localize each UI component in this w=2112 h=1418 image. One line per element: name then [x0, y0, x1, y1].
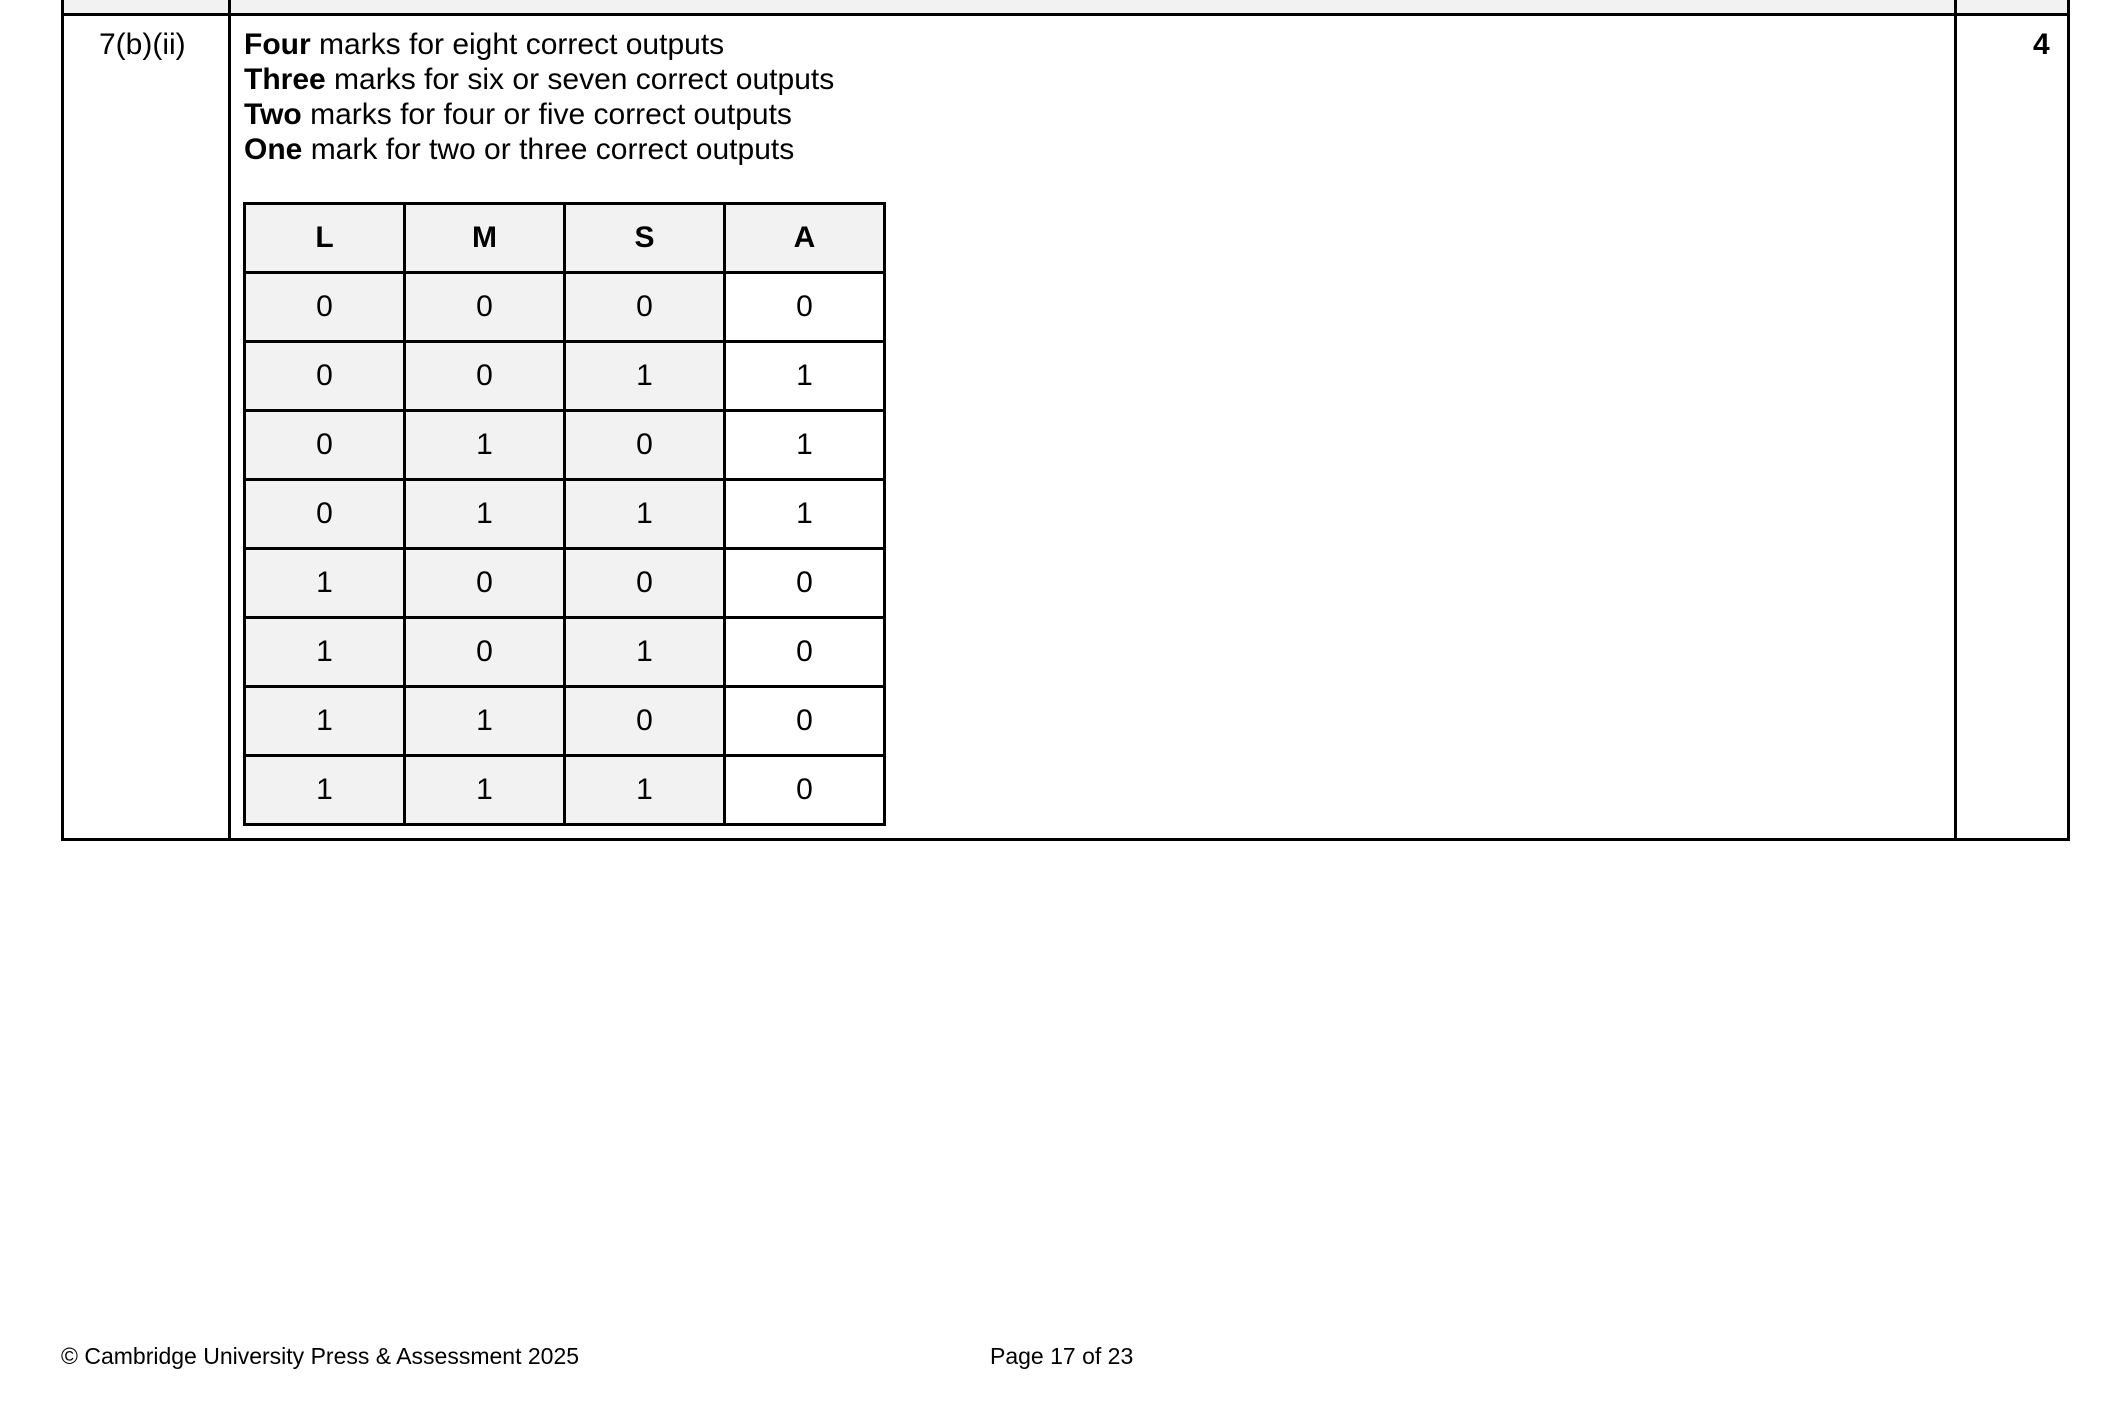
table-border-right	[2067, 0, 2070, 841]
previous-row-strip	[61, 0, 2070, 16]
table-row	[245, 549, 885, 618]
input-cell: 1	[245, 618, 405, 687]
table-row	[245, 480, 885, 549]
table-row	[245, 342, 885, 411]
output-cell: 1	[725, 411, 885, 480]
input-cell: 1	[405, 687, 565, 756]
mark-line: Four marks for eight correct outputs	[244, 28, 725, 61]
column-divider-question	[228, 0, 231, 841]
input-cell: 0	[565, 411, 725, 480]
input-cell: 0	[245, 411, 405, 480]
header-cell-s: S	[565, 204, 725, 273]
input-cell: 0	[405, 342, 565, 411]
input-cell: 1	[565, 618, 725, 687]
output-cell: 0	[725, 618, 885, 687]
input-cell: 0	[405, 273, 565, 342]
input-cell: 0	[245, 480, 405, 549]
table-row	[245, 618, 885, 687]
input-cell: 1	[245, 687, 405, 756]
input-cell: 1	[405, 756, 565, 825]
input-cell: 1	[405, 480, 565, 549]
output-cell: 0	[725, 273, 885, 342]
question-number: 7(b)(ii)	[99, 28, 186, 61]
output-cell: 0	[725, 549, 885, 618]
table-row	[245, 687, 885, 756]
input-cell: 0	[245, 342, 405, 411]
input-cell: 1	[245, 756, 405, 825]
marking-guidance	[244, 27, 834, 167]
mark-line: One mark for two or three correct outputs	[244, 133, 795, 166]
table-row	[245, 273, 885, 342]
marks-value: 4	[2033, 28, 2050, 61]
copyright-notice: © Cambridge University Press & Assessment 2025	[61, 1343, 580, 1369]
mark-line: Two marks for four or five correct outputs	[244, 98, 792, 131]
input-cell: 1	[565, 756, 725, 825]
table-row	[245, 411, 885, 480]
header-cell-m: M	[405, 204, 565, 273]
page-number: Page 17 of 23	[990, 1343, 1134, 1369]
input-cell: 0	[405, 549, 565, 618]
output-cell: 1	[725, 480, 885, 549]
input-cell: 0	[565, 549, 725, 618]
input-cell: 0	[565, 687, 725, 756]
output-cell: 1	[725, 342, 885, 411]
mark-line: Three marks for six or seven correct outputs	[244, 63, 835, 96]
truth-table-header-row	[245, 204, 885, 273]
header-cell-a: A	[725, 204, 885, 273]
input-cell: 1	[245, 549, 405, 618]
table-border-left	[61, 0, 64, 841]
table-row	[245, 756, 885, 825]
output-cell: 0	[725, 756, 885, 825]
table-border-bottom	[61, 838, 2070, 841]
input-cell: 1	[565, 342, 725, 411]
output-cell: 0	[725, 687, 885, 756]
input-cell: 0	[405, 618, 565, 687]
input-cell: 1	[565, 480, 725, 549]
mark-scheme-table	[61, 0, 2070, 841]
header-cell-l: L	[245, 204, 405, 273]
input-cell: 0	[245, 273, 405, 342]
truth-table	[243, 202, 886, 826]
column-divider-answer	[1954, 0, 1957, 841]
input-cell: 0	[565, 273, 725, 342]
input-cell: 1	[405, 411, 565, 480]
